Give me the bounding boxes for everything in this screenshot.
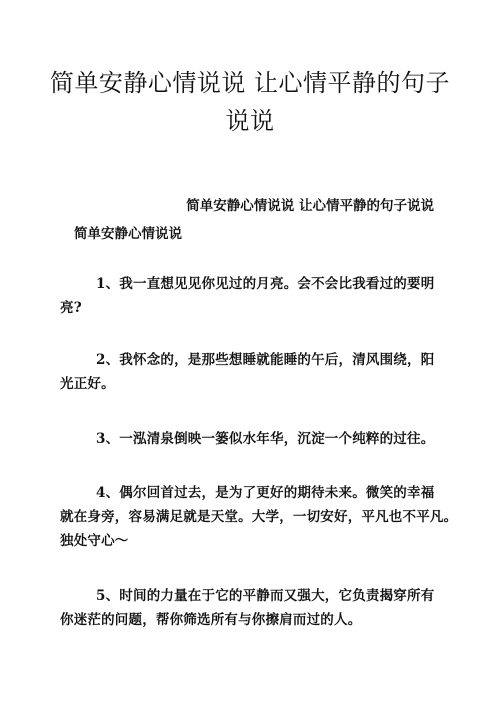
subheading-2: 简单安静心情说说 [74,226,182,242]
paragraph-line: 你迷茫的问题，帮你筛选所有与你擦肩而过的人。 [60,612,362,628]
paragraph-line: 4、偶尔回首过去，是为了更好的期待未来。微笑的幸福 [96,485,435,501]
paragraph-line: 独处守心～ [60,533,129,549]
document-title [40,64,460,140]
title-line-2: 说说 [225,107,275,135]
paragraph-line: 5、时间的力量在于它的平静而又强大，它负责揭穿所有 [96,588,435,604]
subheading: 简单安静心情说说 让心情平静的句子说说 [186,198,434,214]
title-line-1: 简单安静心情说说 让心情平静的句子 [49,69,451,97]
paragraph-line: 就在身旁，容易满足就是天堂。大学，一切安好，平凡也不平凡。 [60,509,458,525]
paragraph-3 [60,427,442,451]
paragraph-5 [60,584,442,632]
paragraph-line: 光正好。 [60,376,115,392]
paragraph-line: 1、我一直想见见你见过的月亮。会不会比我看过的要明 [96,276,435,292]
paragraph-line: 2、我怀念的，是那些想睡就能睡的午后，清风围绕，阳 [96,352,435,368]
paragraph-line: 亮? [60,300,82,316]
paragraph-2 [60,348,442,396]
paragraph-line: 3、一泓清泉倒映一篓似水年华，沉淀一个纯粹的过往。 [96,431,435,447]
paragraph-1 [60,272,442,320]
paragraph-4 [60,481,458,553]
